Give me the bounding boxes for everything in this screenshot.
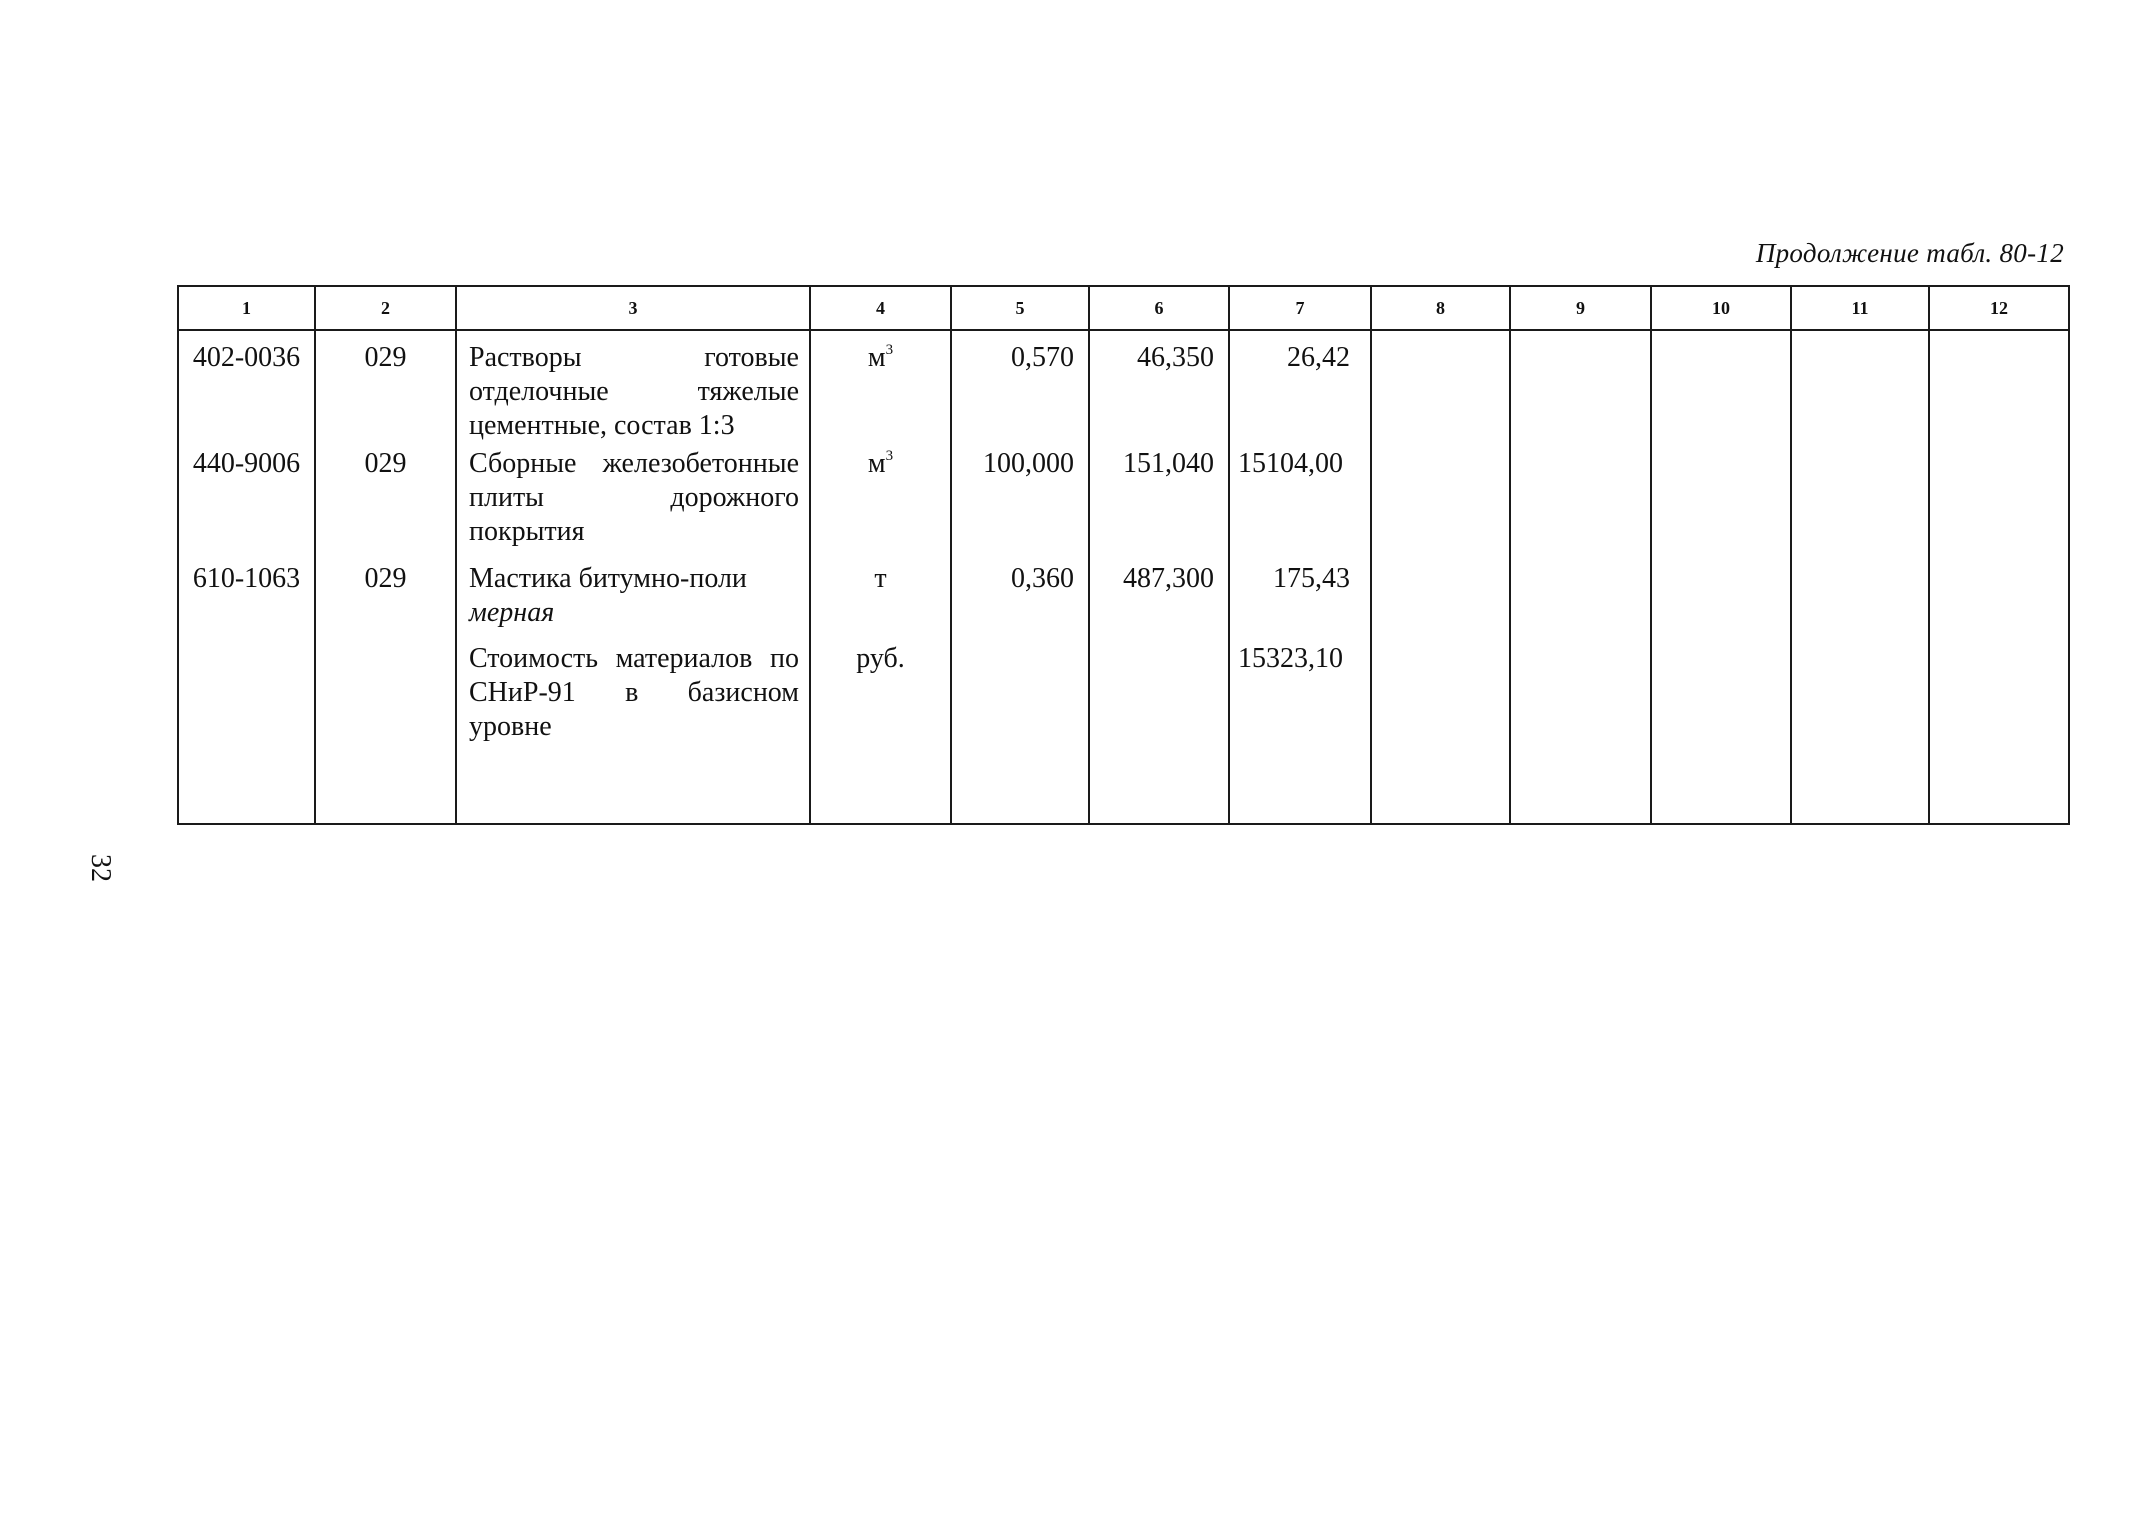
section-code bbox=[315, 642, 456, 824]
table-header-row bbox=[178, 286, 2069, 330]
unit-price-cell: 151,040 bbox=[1089, 447, 1229, 561]
quantity-cell: 100,000 bbox=[951, 447, 1089, 561]
unit-cell bbox=[810, 642, 951, 824]
header-cell: 1 bbox=[178, 286, 315, 330]
section-code: 029 bbox=[315, 330, 456, 447]
empty-cell bbox=[1791, 562, 1929, 642]
description-text: Сборные железобетонные плиты дорожного покрытия bbox=[469, 448, 799, 548]
empty-cell bbox=[1651, 330, 1791, 447]
unit-cell bbox=[810, 447, 951, 561]
material-description bbox=[456, 447, 810, 561]
unit-cell bbox=[810, 330, 951, 447]
description-text-italic: мерная bbox=[469, 596, 555, 628]
materials-table bbox=[177, 285, 2070, 825]
empty-cell bbox=[1510, 642, 1651, 824]
cost-cell: 15104,00 bbox=[1229, 447, 1371, 561]
description-text: Мастика битумно-поли bbox=[469, 562, 747, 594]
table-row bbox=[178, 447, 2069, 561]
empty-cell bbox=[1929, 642, 2069, 824]
header-cell: 7 bbox=[1229, 286, 1371, 330]
total-cost-cell: 15323,10 bbox=[1229, 642, 1371, 824]
table-row bbox=[178, 642, 2069, 824]
empty-cell bbox=[1371, 447, 1510, 561]
empty-cell bbox=[1371, 642, 1510, 824]
table-row bbox=[178, 330, 2069, 447]
empty-cell bbox=[1510, 562, 1651, 642]
unit-superscript: 3 bbox=[885, 342, 894, 358]
header-cell: 2 bbox=[315, 286, 456, 330]
material-description bbox=[456, 642, 810, 824]
unit-cell bbox=[810, 562, 951, 642]
header-cell: 6 bbox=[1089, 286, 1229, 330]
header-cell: 4 bbox=[810, 286, 951, 330]
cost-cell: 26,42 bbox=[1229, 330, 1371, 447]
empty-cell bbox=[1929, 562, 2069, 642]
table-row bbox=[178, 562, 2069, 642]
header-cell: 3 bbox=[456, 286, 810, 330]
empty-cell bbox=[1510, 330, 1651, 447]
empty-cell bbox=[1510, 447, 1651, 561]
empty-cell bbox=[1791, 642, 1929, 824]
unit-superscript: 3 bbox=[885, 448, 894, 465]
header-cell: 5 bbox=[951, 286, 1089, 330]
quantity-cell: 0,570 bbox=[951, 330, 1089, 447]
empty-cell bbox=[1929, 447, 2069, 561]
material-description bbox=[456, 562, 810, 642]
unit-text: м bbox=[867, 342, 886, 373]
unit-price-cell: 46,350 bbox=[1089, 330, 1229, 447]
empty-cell bbox=[1651, 642, 1791, 824]
unit-price-cell bbox=[1089, 642, 1229, 824]
header-cell: 8 bbox=[1371, 286, 1510, 330]
unit-text: м bbox=[867, 448, 886, 480]
table-caption: Продолжение табл. 80-12 bbox=[1755, 238, 2064, 268]
header-cell: 11 bbox=[1791, 286, 1929, 330]
header-cell: 9 bbox=[1510, 286, 1651, 330]
section-code: 029 bbox=[315, 447, 456, 561]
quantity-cell bbox=[951, 642, 1089, 824]
resource-code: 402-0036 bbox=[178, 330, 315, 447]
empty-cell bbox=[1791, 330, 1929, 447]
empty-cell bbox=[1371, 330, 1510, 447]
empty-cell bbox=[1651, 562, 1791, 642]
resource-code: 610-1063 bbox=[178, 562, 315, 642]
empty-cell bbox=[1371, 562, 1510, 642]
empty-cell bbox=[1651, 447, 1791, 561]
resource-code bbox=[178, 642, 315, 824]
empty-cell bbox=[1929, 330, 2069, 447]
resource-code: 440-9006 bbox=[178, 447, 315, 561]
quantity-cell: 0,360 bbox=[951, 562, 1089, 642]
description-text: Растворы готовые отделочные тяжелые цементные, состав 1:3 bbox=[469, 342, 799, 441]
unit-text: руб. bbox=[856, 643, 905, 675]
unit-text: т bbox=[874, 562, 887, 594]
header-cell: 12 bbox=[1929, 286, 2069, 330]
description-text: Стоимость материалов по СНиР-91 в базисном уровне bbox=[469, 643, 799, 743]
material-description bbox=[456, 330, 810, 447]
section-code: 029 bbox=[315, 562, 456, 642]
header-cell: 10 bbox=[1651, 286, 1791, 330]
page-number: 32 bbox=[85, 854, 116, 882]
empty-cell bbox=[1791, 447, 1929, 561]
unit-price-cell: 487,300 bbox=[1089, 562, 1229, 642]
cost-cell: 175,43 bbox=[1229, 562, 1371, 642]
